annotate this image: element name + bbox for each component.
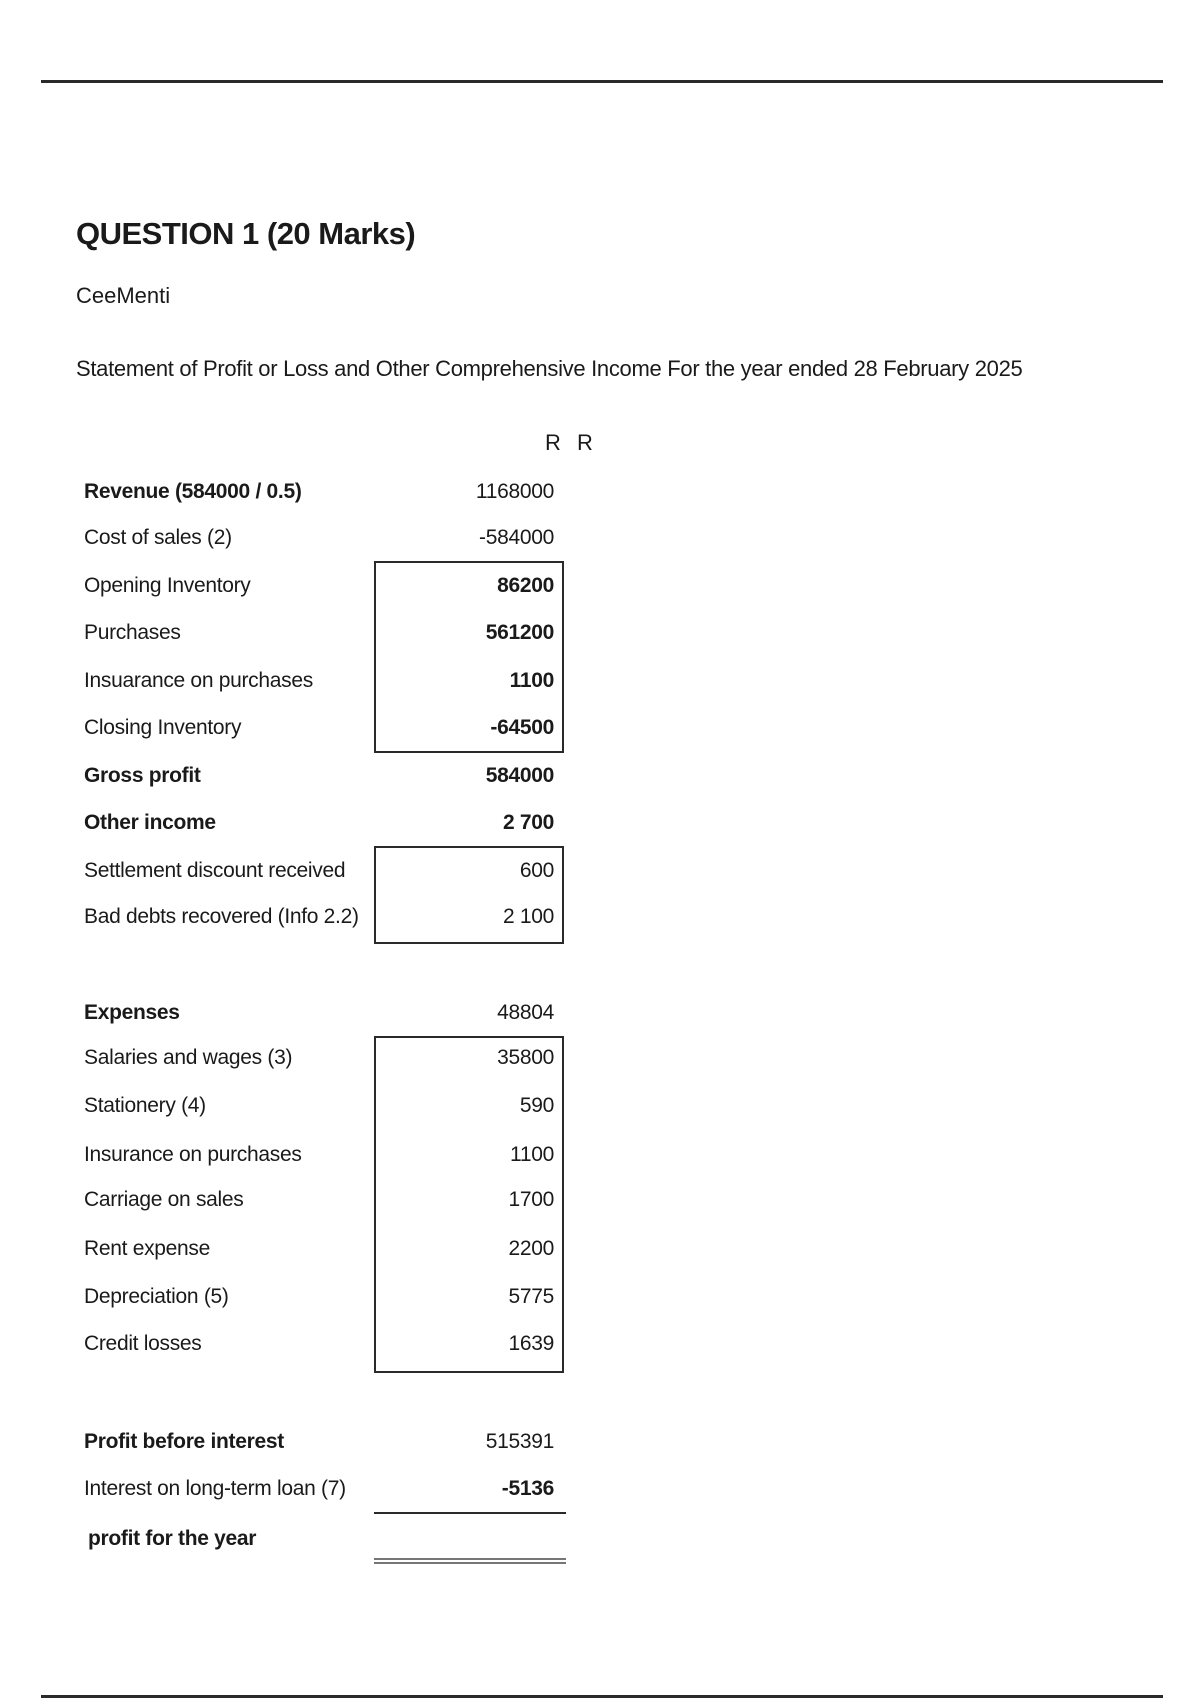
carriage-on-sales-label: Carriage on sales xyxy=(84,1188,244,1211)
insurance-purchases-exp-value: 1100 xyxy=(510,1143,554,1166)
cost-of-sales-label: Cost of sales (2) xyxy=(84,526,232,549)
profit-before-interest-value: 515391 xyxy=(485,1430,554,1453)
company-name: CeeMenti xyxy=(76,283,171,308)
currency-header-1: R xyxy=(545,430,561,455)
interest-loan-label: Interest on long-term loan (7) xyxy=(84,1477,346,1500)
profit-for-year-label: profit for the year xyxy=(88,1527,257,1550)
rent-expense-label: Rent expense xyxy=(84,1237,210,1260)
rent-expense-value: 2200 xyxy=(508,1237,554,1260)
interest-loan-value: -5136 xyxy=(501,1477,554,1500)
salaries-wages-value: 35800 xyxy=(497,1046,554,1069)
statement-title: Statement of Profit or Loss and Other Comprehensive Income For the year ended 28 February 2025 xyxy=(76,356,1023,381)
insurance-purchases-exp-label: Insurance on purchases xyxy=(84,1143,302,1166)
other-income-value: 2 700 xyxy=(502,811,554,834)
purchases-label: Purchases xyxy=(84,621,181,644)
top-rule xyxy=(41,80,1163,83)
salaries-wages-label: Salaries and wages (3) xyxy=(84,1046,293,1069)
bad-debts-recovered-value: 2 100 xyxy=(502,905,554,928)
closing-inventory-value: -64500 xyxy=(490,716,554,739)
opening-inventory-value: 86200 xyxy=(497,574,554,597)
settlement-discount-label: Settlement discount received xyxy=(84,859,346,882)
subtotal-rule xyxy=(374,1512,566,1514)
insurance-purchases-cos-label: Insuarance on purchases xyxy=(84,669,313,692)
other-income-label: Other income xyxy=(84,811,216,834)
settlement-discount-value: 600 xyxy=(519,859,554,882)
opening-inventory-label: Opening Inventory xyxy=(84,574,251,597)
stationery-label: Stationery (4) xyxy=(84,1094,206,1117)
purchases-value: 561200 xyxy=(485,621,554,644)
revenue-value: 1168000 xyxy=(475,480,554,503)
cost-of-sales-value: -584000 xyxy=(479,526,554,549)
profit-before-interest-label: Profit before interest xyxy=(84,1430,284,1453)
expenses-label: Expenses xyxy=(84,1001,180,1024)
gross-profit-value: 584000 xyxy=(485,764,554,787)
expenses-value: 48804 xyxy=(497,1001,554,1024)
total-double-rule xyxy=(374,1558,566,1564)
depreciation-value: 5775 xyxy=(508,1285,554,1308)
gross-profit-label: Gross profit xyxy=(84,764,201,787)
bad-debts-recovered-label: Bad debts recovered (Info 2.2) xyxy=(84,905,359,928)
currency-header-2: R xyxy=(577,430,593,455)
question-title: QUESTION 1 (20 Marks) xyxy=(76,216,416,251)
depreciation-label: Depreciation (5) xyxy=(84,1285,229,1308)
insurance-purchases-cos-value: 1100 xyxy=(509,669,554,692)
closing-inventory-label: Closing Inventory xyxy=(84,716,242,739)
bottom-rule xyxy=(41,1695,1163,1698)
carriage-on-sales-value: 1700 xyxy=(508,1188,554,1211)
stationery-value: 590 xyxy=(519,1094,554,1117)
credit-losses-value: 1639 xyxy=(508,1332,554,1355)
revenue-label: Revenue (584000 / 0.5) xyxy=(84,480,302,503)
credit-losses-label: Credit losses xyxy=(84,1332,202,1355)
